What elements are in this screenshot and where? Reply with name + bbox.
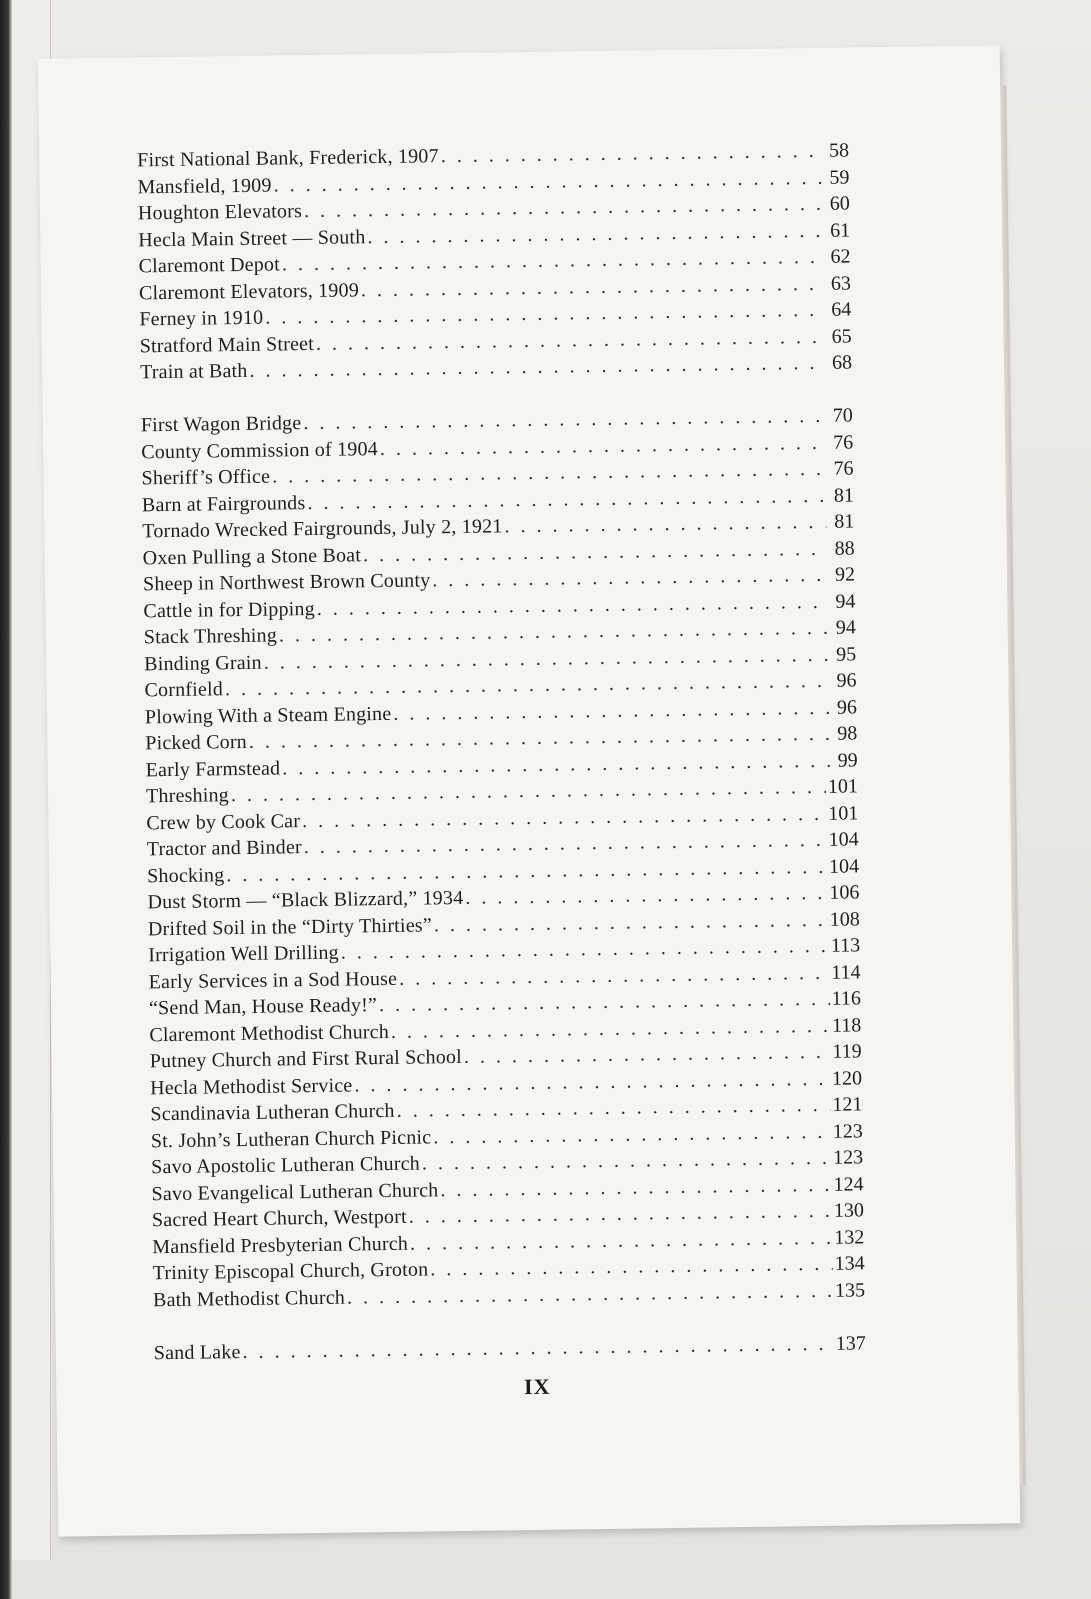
entry-title: Threshing bbox=[145, 784, 230, 808]
entry-page-number: 108 bbox=[829, 907, 860, 931]
entry-page-number: 58 bbox=[828, 139, 850, 162]
entry-page-number: 119 bbox=[832, 1040, 862, 1063]
entry-title: Sheriff’s Office bbox=[141, 465, 271, 490]
entry-title: Cornfield bbox=[144, 678, 224, 702]
entry-title: Cattle in for Dipping bbox=[143, 597, 315, 622]
entry-page-number: 96 bbox=[836, 695, 858, 719]
entry-page-number: 68 bbox=[831, 351, 853, 374]
entry-page-number: 124 bbox=[833, 1172, 864, 1196]
entry-title: Savo Evangelical Lutheran Church bbox=[151, 1178, 439, 1205]
entry-title: Claremont Elevators, 1909 bbox=[138, 278, 360, 304]
entry-title: Putney Church and First Rural School bbox=[149, 1045, 463, 1073]
entry-page-number: 62 bbox=[830, 245, 851, 268]
entry-title: Tornado Wrecked Fairgrounds, July 2, 1921 bbox=[142, 515, 503, 543]
entry-page-number: 99 bbox=[837, 748, 858, 772]
toc-group bbox=[137, 137, 852, 385]
entry-page-number: 130 bbox=[833, 1199, 865, 1222]
entry-title: First Wagon Bridge bbox=[140, 412, 302, 437]
entry-title: Sacred Heart Church, Westport bbox=[151, 1205, 407, 1232]
entry-title: Sheep in Northwest Brown County bbox=[142, 569, 431, 596]
entry-page-number: 101 bbox=[828, 801, 859, 825]
entry-title: Bath Methodist Church bbox=[152, 1286, 346, 1311]
entry-page-number: 94 bbox=[835, 616, 856, 639]
entry-title: Mansfield Presbyterian Church bbox=[152, 1232, 409, 1258]
entry-page-number: 134 bbox=[834, 1252, 865, 1275]
entry-page-number: 59 bbox=[829, 165, 850, 189]
entry-title: County Commission of 1904 bbox=[141, 437, 379, 463]
entry-page-number: 106 bbox=[829, 881, 860, 904]
entry-title: Drifted Soil in the “Dirty Thirties” bbox=[147, 913, 433, 940]
entry-title: Oxen Pulling a Stone Boat bbox=[142, 543, 362, 569]
entry-title: Binding Grain bbox=[144, 651, 262, 675]
entry-title: Dust Storm — “Black Blizzard,” 1934 bbox=[147, 886, 464, 914]
entry-title: Stratford Main Street bbox=[139, 332, 315, 357]
entry-title: Plowing With a Steam Engine bbox=[144, 702, 392, 728]
entry-page-number: 76 bbox=[833, 430, 854, 454]
entry-page-number: 132 bbox=[834, 1225, 865, 1249]
entry-page-number: 120 bbox=[831, 1066, 863, 1090]
entry-title: Shocking bbox=[146, 863, 225, 887]
toc-entry bbox=[154, 1330, 866, 1366]
entry-page-number: 118 bbox=[831, 1013, 862, 1037]
entry-title: Picked Corn bbox=[145, 730, 248, 755]
dot-leader bbox=[347, 1277, 833, 1310]
entry-page-number: 123 bbox=[832, 1146, 864, 1169]
entry-page-number: 92 bbox=[834, 563, 856, 586]
entry-title: Hecla Methodist Service bbox=[149, 1073, 353, 1099]
entry-title: Hecla Main Street — South bbox=[138, 225, 366, 251]
entry-page-number: 81 bbox=[833, 483, 855, 507]
entry-title: Early Farmstead bbox=[145, 756, 281, 781]
entry-title: Houghton Elevators bbox=[137, 200, 303, 225]
book-spine-edge bbox=[0, 0, 12, 1599]
dot-leader bbox=[242, 1330, 834, 1365]
entry-page-number: 65 bbox=[831, 324, 852, 348]
entry-title: Crew by Cook Car bbox=[146, 809, 301, 834]
entry-page-number: 60 bbox=[829, 192, 850, 215]
entry-page-number: 113 bbox=[830, 934, 861, 957]
entry-title: Scandinavia Lutheran Church bbox=[150, 1099, 395, 1126]
entry-title: St. John’s Lutheran Church Picnic bbox=[150, 1125, 432, 1152]
entry-page-number: 88 bbox=[834, 536, 855, 560]
toc-group bbox=[154, 1330, 866, 1366]
entry-page-number: 101 bbox=[827, 775, 859, 798]
entry-page-number: 114 bbox=[831, 960, 861, 984]
entry-title: Mansfield, 1909 bbox=[137, 174, 272, 198]
entry-title: Train at Bath bbox=[139, 359, 248, 384]
entry-page-number: 123 bbox=[832, 1119, 863, 1143]
page-number: IX bbox=[523, 1373, 551, 1400]
entry-page-number: 121 bbox=[832, 1093, 863, 1116]
entry-title: Claremont Depot bbox=[138, 253, 281, 278]
entry-page-number: 61 bbox=[830, 218, 851, 242]
entry-title: Tractor and Binder bbox=[146, 836, 302, 861]
entry-title: Sand Lake bbox=[153, 1340, 241, 1364]
entry-title: Ferney in 1910 bbox=[139, 306, 264, 331]
entry-title: First National Bank, Frederick, 1907 bbox=[137, 145, 439, 172]
entry-page-number: 94 bbox=[835, 589, 856, 613]
entry-title: Savo Apostolic Lutheran Church bbox=[151, 1152, 421, 1179]
entry-title: Early Services in a Sod House bbox=[148, 967, 398, 993]
table-of-illustrations bbox=[137, 137, 866, 1366]
entry-title: “Send Man, House Ready!” bbox=[148, 994, 378, 1020]
entry-page-number: 63 bbox=[830, 271, 852, 295]
book-page bbox=[38, 45, 1021, 1536]
entry-title: Trinity Episcopal Church, Groton bbox=[152, 1258, 429, 1285]
entry-page-number: 70 bbox=[832, 404, 853, 427]
entry-page-number: 64 bbox=[831, 298, 852, 321]
entry-page-number: 104 bbox=[828, 828, 859, 851]
entry-title: Stack Threshing bbox=[143, 624, 278, 649]
entry-page-number: 81 bbox=[834, 510, 855, 533]
entry-title: Barn at Fairgrounds bbox=[141, 491, 306, 516]
entry-title: Irrigation Well Drilling bbox=[148, 941, 339, 967]
entry-page-number: 104 bbox=[828, 854, 860, 878]
entry-page-number: 116 bbox=[831, 987, 862, 1010]
entry-page-number: 135 bbox=[834, 1278, 866, 1302]
entry-page-number: 137 bbox=[835, 1331, 866, 1355]
entry-title: Claremont Methodist Church bbox=[149, 1020, 390, 1046]
toc-group bbox=[141, 402, 866, 1313]
entry-page-number: 98 bbox=[837, 722, 858, 745]
entry-page-number: 96 bbox=[836, 669, 857, 692]
entry-page-number: 95 bbox=[835, 642, 857, 666]
entry-page-number: 76 bbox=[833, 457, 854, 480]
